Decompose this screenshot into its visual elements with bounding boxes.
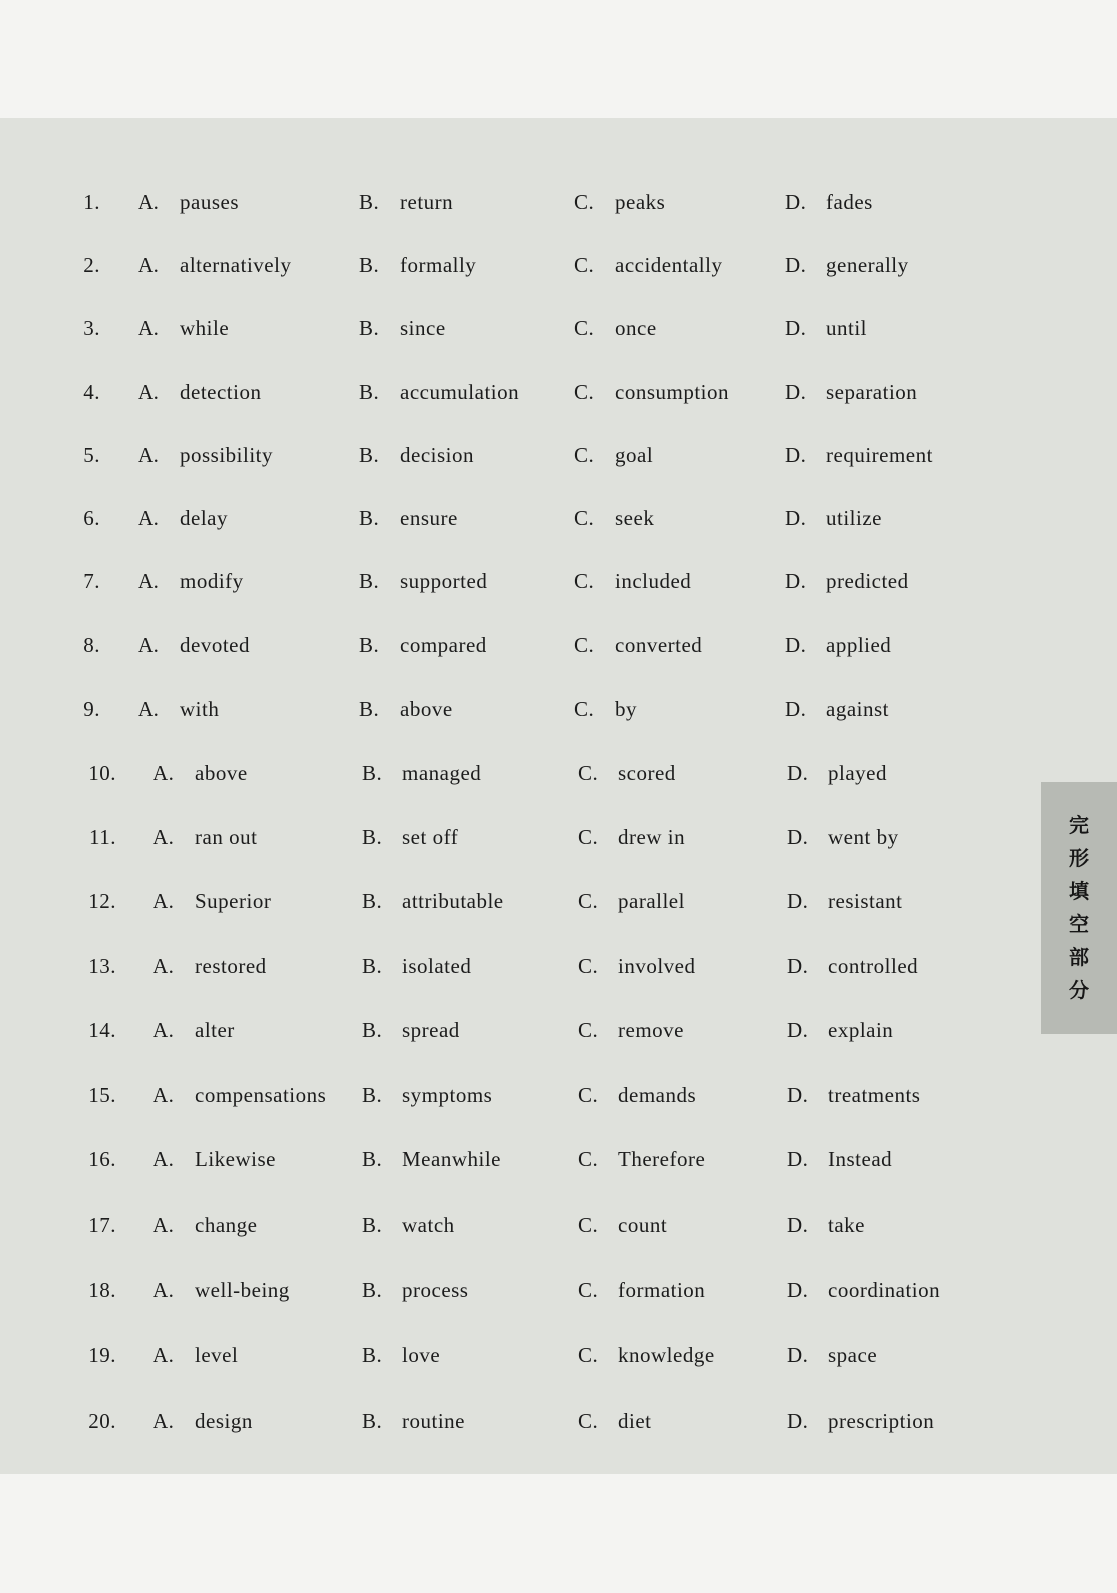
option-b: isolated: [402, 954, 472, 978]
option-d: requirement: [826, 443, 933, 467]
option-letter-c: C.: [574, 380, 595, 404]
question-row: [0, 633, 1117, 673]
question-row: [0, 380, 1117, 420]
option-letter-d: D.: [787, 889, 809, 913]
option-a: Superior: [195, 889, 272, 913]
question-row: [0, 506, 1117, 546]
option-letter-a: A.: [153, 1343, 175, 1367]
option-b: attributable: [402, 889, 504, 913]
option-b: compared: [400, 633, 487, 657]
option-letter-c: C.: [578, 1278, 599, 1302]
option-a: well-being: [195, 1278, 290, 1302]
option-letter-b: B.: [362, 825, 383, 849]
option-d: utilize: [826, 506, 882, 530]
option-a: above: [195, 761, 248, 785]
option-c: demands: [618, 1083, 697, 1107]
option-c: formation: [618, 1278, 706, 1302]
option-b: process: [402, 1278, 469, 1302]
option-letter-b: B.: [362, 954, 383, 978]
option-letter-c: C.: [574, 697, 595, 721]
question-row: [0, 889, 1117, 929]
option-letter-a: A.: [153, 1083, 175, 1107]
option-c: parallel: [618, 889, 685, 913]
option-letter-b: B.: [362, 1409, 383, 1433]
option-letter-c: C.: [574, 506, 595, 530]
option-letter-b: B.: [362, 889, 383, 913]
option-c: involved: [618, 954, 696, 978]
side-tab-char: 填: [1069, 879, 1089, 903]
option-letter-c: C.: [578, 761, 599, 785]
option-a: detection: [180, 380, 262, 404]
option-b: watch: [402, 1213, 455, 1237]
option-letter-a: A.: [153, 1409, 175, 1433]
option-letter-c: C.: [578, 1343, 599, 1367]
question-number: 10.: [88, 761, 116, 785]
option-letter-a: A.: [153, 1018, 175, 1042]
question-row: [0, 1083, 1117, 1123]
option-letter-c: C.: [574, 190, 595, 214]
option-letter-d: D.: [785, 633, 807, 657]
option-letter-c: C.: [578, 1147, 599, 1171]
option-c: converted: [615, 633, 703, 657]
option-c: seek: [615, 506, 655, 530]
option-b: managed: [402, 761, 482, 785]
option-letter-d: D.: [785, 443, 807, 467]
option-c: goal: [615, 443, 654, 467]
option-d: against: [826, 697, 889, 721]
question-number: 13.: [88, 954, 116, 978]
option-a: design: [195, 1409, 253, 1433]
option-letter-d: D.: [787, 1083, 809, 1107]
option-a: with: [180, 697, 220, 721]
option-a: possibility: [180, 443, 274, 467]
option-letter-a: A.: [138, 190, 160, 214]
option-letter-c: C.: [574, 443, 595, 467]
question-row: [0, 1409, 1117, 1449]
option-letter-d: D.: [787, 1018, 809, 1042]
option-b: accumulation: [400, 380, 520, 404]
option-letter-c: C.: [578, 1018, 599, 1042]
option-b: love: [402, 1343, 441, 1367]
option-b: ensure: [400, 506, 458, 530]
question-number: 12.: [88, 889, 116, 913]
option-c: remove: [618, 1018, 684, 1042]
option-letter-b: B.: [359, 380, 380, 404]
option-d: played: [828, 761, 887, 785]
option-d: predicted: [826, 569, 909, 593]
option-a: alternatively: [180, 253, 292, 277]
question-number: 16.: [88, 1147, 116, 1171]
option-a: while: [180, 316, 230, 340]
option-letter-b: B.: [362, 761, 383, 785]
option-letter-a: A.: [153, 889, 175, 913]
question-number: 18.: [88, 1278, 116, 1302]
option-c: once: [615, 316, 657, 340]
option-a: modify: [180, 569, 244, 593]
question-number: 8.: [83, 633, 100, 657]
question-number: 14.: [88, 1018, 116, 1042]
option-letter-a: A.: [138, 253, 160, 277]
option-letter-a: A.: [153, 761, 175, 785]
option-letter-c: C.: [574, 253, 595, 277]
question-row: [0, 1018, 1117, 1058]
option-letter-c: C.: [578, 825, 599, 849]
option-c: accidentally: [615, 253, 723, 277]
option-d: coordination: [828, 1278, 941, 1302]
option-c: by: [615, 697, 637, 721]
option-letter-d: D.: [785, 506, 807, 530]
side-tab-char: 形: [1069, 846, 1089, 870]
option-letter-b: B.: [359, 633, 380, 657]
question-row: [0, 954, 1117, 994]
option-letter-c: C.: [574, 316, 595, 340]
option-letter-b: B.: [359, 697, 380, 721]
option-c: included: [615, 569, 692, 593]
question-row: [0, 1343, 1117, 1383]
option-b: above: [400, 697, 453, 721]
option-d: applied: [826, 633, 892, 657]
question-number: 19.: [88, 1343, 116, 1367]
question-number: 11.: [89, 825, 116, 849]
side-tab-char: 部: [1069, 945, 1089, 969]
option-b: supported: [400, 569, 488, 593]
option-letter-a: A.: [153, 825, 175, 849]
option-letter-d: D.: [785, 253, 807, 277]
question-number: 2.: [83, 253, 100, 277]
option-letter-d: D.: [785, 316, 807, 340]
option-d: controlled: [828, 954, 919, 978]
question-number: 4.: [83, 380, 100, 404]
option-c: scored: [618, 761, 676, 785]
option-d: went by: [828, 825, 899, 849]
option-letter-a: A.: [153, 1213, 175, 1237]
question-row: [0, 443, 1117, 483]
option-letter-c: C.: [574, 569, 595, 593]
question-number: 15.: [88, 1083, 116, 1107]
question-number: 6.: [83, 506, 100, 530]
question-number: 3.: [83, 316, 100, 340]
option-letter-a: A.: [138, 633, 160, 657]
option-b: spread: [402, 1018, 460, 1042]
option-b: Meanwhile: [402, 1147, 501, 1171]
question-row: [0, 253, 1117, 293]
question-number: 17.: [88, 1213, 116, 1237]
option-b: formally: [400, 253, 477, 277]
question-number: 5.: [83, 443, 100, 467]
option-letter-d: D.: [787, 1147, 809, 1171]
question-number: 7.: [83, 569, 100, 593]
option-letter-b: B.: [359, 253, 380, 277]
question-row: [0, 316, 1117, 356]
option-letter-b: B.: [362, 1213, 383, 1237]
option-d: take: [828, 1213, 865, 1237]
option-letter-d: D.: [785, 697, 807, 721]
question-row: [0, 1147, 1117, 1187]
option-letter-b: B.: [359, 569, 380, 593]
option-b: since: [400, 316, 446, 340]
option-letter-d: D.: [787, 761, 809, 785]
option-d: resistant: [828, 889, 903, 913]
option-letter-d: D.: [787, 1409, 809, 1433]
option-a: ran out: [195, 825, 258, 849]
question-row: [0, 825, 1117, 865]
option-letter-c: C.: [574, 633, 595, 657]
option-letter-c: C.: [578, 1083, 599, 1107]
option-letter-a: A.: [138, 443, 160, 467]
question-row: [0, 1213, 1117, 1253]
option-letter-d: D.: [787, 1343, 809, 1367]
option-d: separation: [826, 380, 918, 404]
side-tab-char: 分: [1069, 978, 1089, 1002]
option-b: symptoms: [402, 1083, 493, 1107]
option-a: Likewise: [195, 1147, 276, 1171]
option-letter-a: A.: [153, 954, 175, 978]
option-letter-b: B.: [359, 190, 380, 214]
option-letter-b: B.: [359, 443, 380, 467]
side-tab-char: 空: [1069, 912, 1089, 936]
option-letter-b: B.: [359, 316, 380, 340]
option-b: routine: [402, 1409, 465, 1433]
option-c: knowledge: [618, 1343, 715, 1367]
option-a: change: [195, 1213, 258, 1237]
option-b: decision: [400, 443, 474, 467]
option-letter-a: A.: [138, 506, 160, 530]
option-b: return: [400, 190, 454, 214]
option-letter-b: B.: [362, 1147, 383, 1171]
option-b: set off: [402, 825, 459, 849]
option-letter-c: C.: [578, 954, 599, 978]
option-letter-d: D.: [787, 825, 809, 849]
option-c: count: [618, 1213, 668, 1237]
option-d: Instead: [828, 1147, 893, 1171]
option-letter-b: B.: [362, 1018, 383, 1042]
option-d: generally: [826, 253, 909, 277]
option-letter-b: B.: [362, 1083, 383, 1107]
option-letter-b: B.: [362, 1278, 383, 1302]
option-c: consumption: [615, 380, 729, 404]
question-row: [0, 569, 1117, 609]
option-a: level: [195, 1343, 239, 1367]
option-d: until: [826, 316, 868, 340]
option-a: alter: [195, 1018, 235, 1042]
option-a: devoted: [180, 633, 250, 657]
option-c: peaks: [615, 190, 666, 214]
question-row: [0, 697, 1117, 737]
question-row: [0, 1278, 1117, 1318]
option-letter-a: A.: [138, 380, 160, 404]
option-d: explain: [828, 1018, 894, 1042]
option-letter-d: D.: [787, 1213, 809, 1237]
option-letter-c: C.: [578, 889, 599, 913]
option-letter-a: A.: [153, 1278, 175, 1302]
option-letter-b: B.: [362, 1343, 383, 1367]
option-letter-a: A.: [138, 697, 160, 721]
question-number: 1.: [83, 190, 100, 214]
option-a: restored: [195, 954, 267, 978]
option-letter-c: C.: [578, 1409, 599, 1433]
question-row: [0, 761, 1117, 801]
question-number: 20.: [88, 1409, 116, 1433]
option-letter-c: C.: [578, 1213, 599, 1237]
option-letter-d: D.: [785, 569, 807, 593]
option-c: drew in: [618, 825, 686, 849]
option-d: treatments: [828, 1083, 921, 1107]
question-number: 9.: [83, 697, 100, 721]
side-tab-char: 完: [1069, 813, 1089, 837]
option-d: space: [828, 1343, 878, 1367]
question-row: [0, 190, 1117, 230]
option-letter-d: D.: [787, 954, 809, 978]
option-c: diet: [618, 1409, 652, 1433]
option-letter-a: A.: [153, 1147, 175, 1171]
option-letter-d: D.: [787, 1278, 809, 1302]
option-letter-a: A.: [138, 569, 160, 593]
option-letter-d: D.: [785, 380, 807, 404]
option-letter-d: D.: [785, 190, 807, 214]
option-d: fades: [826, 190, 873, 214]
option-a: pauses: [180, 190, 239, 214]
option-a: compensations: [195, 1083, 327, 1107]
option-a: delay: [180, 506, 228, 530]
option-d: prescription: [828, 1409, 935, 1433]
option-c: Therefore: [618, 1147, 706, 1171]
option-letter-b: B.: [359, 506, 380, 530]
option-letter-a: A.: [138, 316, 160, 340]
